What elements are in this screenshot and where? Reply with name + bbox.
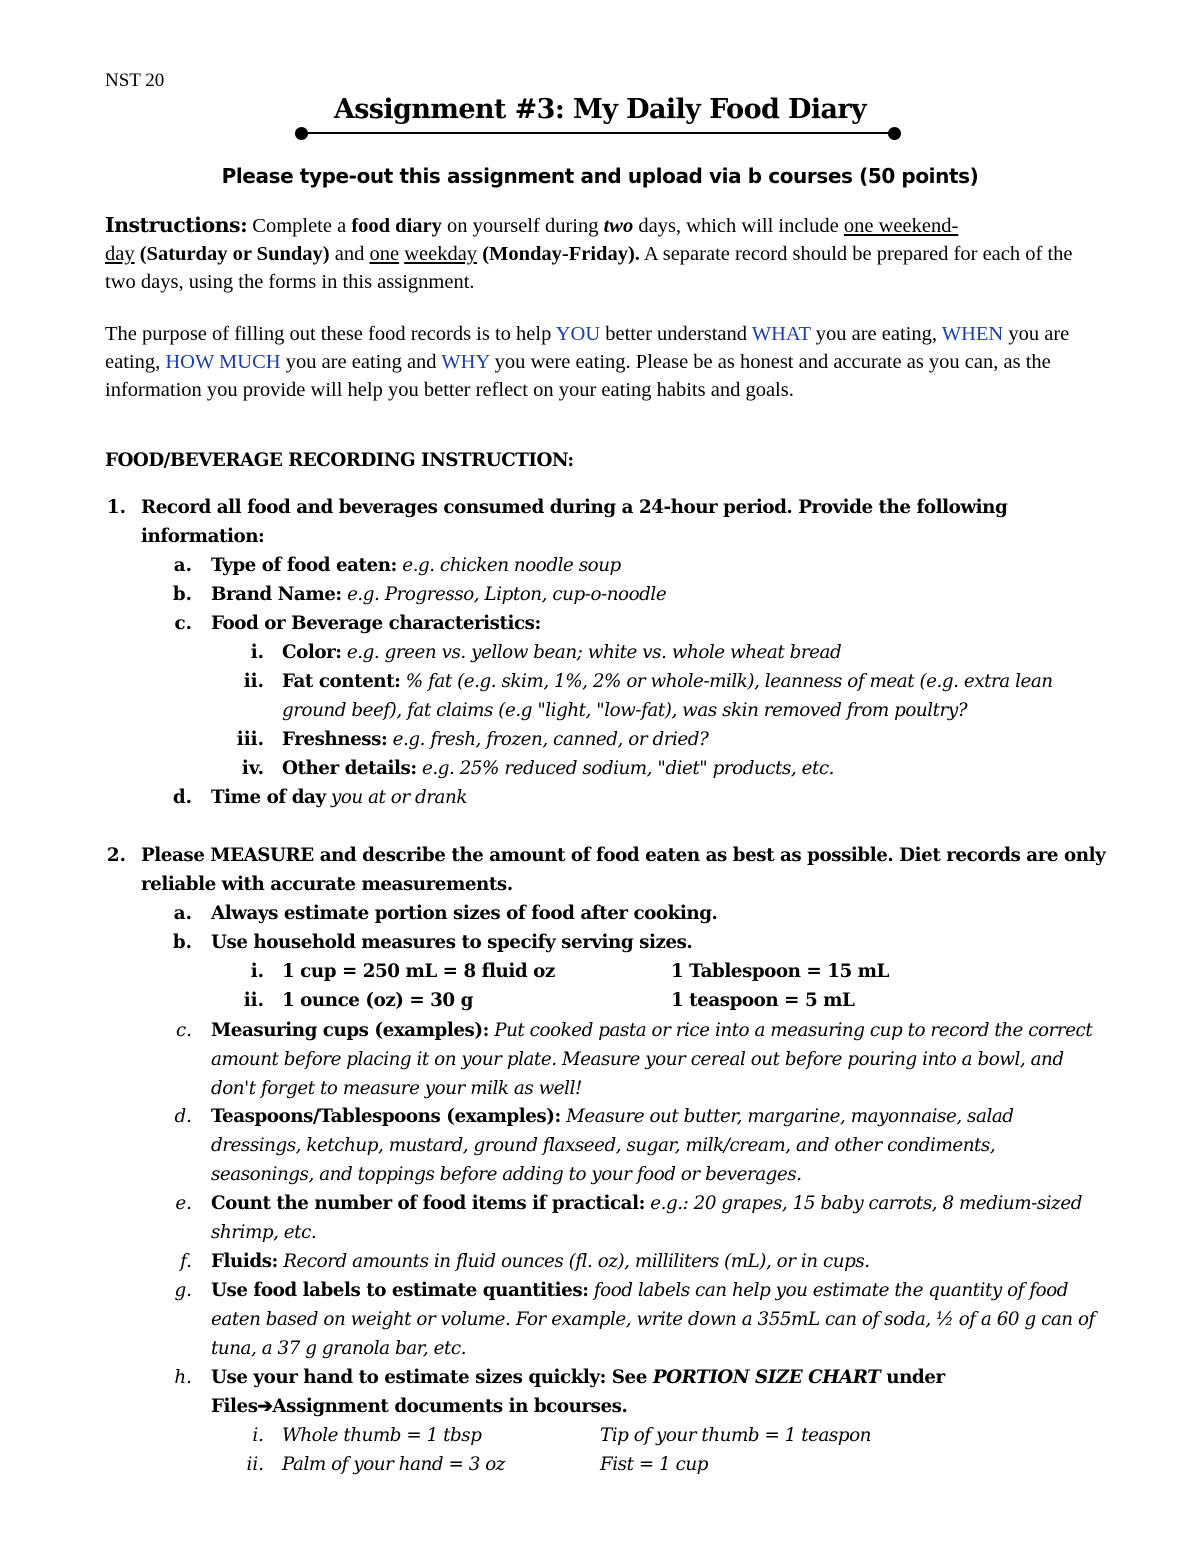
section-heading: FOOD/BEVERAGE RECORDING INSTRUCTION: [105, 450, 574, 471]
item-2d-cont: dressings, ketchup, mustard, ground flaxseed, sugar, milk/cream, and other condiments, [211, 1135, 996, 1156]
item-1-text-cont: information: [141, 526, 265, 547]
item-2-text-cont: reliable with accurate measurements. [141, 874, 513, 895]
item-2b: Use household measures to specify serving sizes. [211, 932, 693, 953]
item-2g-cont2: tuna, a 37 g granola bar, etc. [211, 1338, 467, 1359]
item-2f-marker: f. [180, 1251, 192, 1272]
item-2e-marker: e. [175, 1193, 192, 1214]
item-1b-marker: b. [172, 584, 192, 605]
item-2f: Fluids: Record amounts in fluid ounces (fl. oz), milliliters (mL), or in cups. [211, 1251, 870, 1272]
item-1ci-marker: i. [250, 642, 264, 663]
item-2c-cont2: don't forget to measure your milk as well! [211, 1078, 582, 1099]
item-2bi-left: 1 cup = 250 mL = 8 fluid oz [282, 961, 555, 982]
item-1cii: Fat content: % fat (e.g. skim, 1%, 2% or whole-milk), leanness of meat (e.g. extra lean [282, 671, 1053, 692]
arrow-icon: ➔ [257, 1396, 273, 1417]
item-1ciii: Freshness: e.g. fresh, frozen, canned, or dried? [282, 729, 709, 750]
item-2b-marker: b. [172, 932, 192, 953]
item-1b: Brand Name: e.g. Progresso, Lipton, cup-o-noodle [211, 584, 667, 605]
item-2e-cont: shrimp, etc. [211, 1222, 317, 1243]
item-1c-marker: c. [174, 613, 192, 634]
item-2hii-right: Fist = 1 cup [600, 1454, 708, 1475]
item-2h-cont: Files➔Assignment documents in bcourses. [211, 1396, 628, 1417]
item-1cii-marker: ii. [243, 671, 264, 692]
divider-left-dot [295, 127, 308, 140]
item-1d: Time of day you at or drank [211, 787, 467, 808]
item-2a: Always estimate portion sizes of food after cooking. [211, 903, 718, 924]
item-2g-cont: eaten based on weight or volume. For example, write down a 355mL can of soda, ½ of a 60 g can of [211, 1309, 1095, 1330]
item-2bi-marker: i. [250, 961, 264, 982]
item-2bii-right: 1 teaspoon = 5 mL [671, 990, 855, 1011]
item-1-text: Record all food and beverages consumed during a 24-hour period. Provide the following [141, 497, 1008, 518]
page-subtitle: Please type-out this assignment and upload via b courses (50 points) [221, 164, 979, 188]
item-2d: Teaspoons/Tablespoons (examples): Measure out butter, margarine, mayonnaise, salad [211, 1106, 1014, 1127]
course-code: NST 20 [105, 70, 165, 91]
item-1cii-cont: ground beef), fat claims (e.g "light, "low-fat), was skin removed from poultry? [282, 700, 968, 721]
item-2hii-marker: ii. [246, 1454, 264, 1475]
item-2d-marker: d. [174, 1106, 192, 1127]
item-2hi-marker: i. [252, 1425, 264, 1446]
item-2hi-left: Whole thumb = 1 tbsp [282, 1425, 482, 1446]
item-1a: Type of food eaten: e.g. chicken noodle soup [211, 555, 621, 576]
item-1d-marker: d. [172, 787, 192, 808]
item-2bii-marker: ii. [243, 990, 264, 1011]
item-2c-marker: c. [175, 1020, 192, 1041]
page-title: Assignment #3: My Daily Food Diary [333, 94, 867, 125]
item-2e: Count the number of food items if practical: e.g.: 20 grapes, 15 baby carrots, 8 medium-sized [211, 1193, 1082, 1214]
item-2hii-left: Palm of your hand = 3 oz [282, 1454, 505, 1475]
item-1a-marker: a. [173, 555, 192, 576]
item-2h-marker: h. [174, 1367, 192, 1388]
item-1c: Food or Beverage characteristics: [211, 613, 541, 634]
item-2d-cont2: seasonings, and toppings before adding to your food or beverages. [211, 1164, 802, 1185]
item-2hi-right: Tip of your thumb = 1 teaspon [600, 1425, 871, 1446]
item-1ciii-marker: iii. [236, 729, 264, 750]
item-2-text: Please MEASURE and describe the amount of food eaten as best as possible. Diet records are only [141, 845, 1106, 866]
purpose-paragraph: The purpose of filling out these food records is to help YOU better understand WHAT you are eating, WHEN you are eating, HOW MUCH you are eating and WHY you were eating. Please be as honest and accurate as you can, as the information you provide will help you better reflect on your eating habits and goals. [105, 323, 1070, 401]
divider-right-dot [888, 127, 901, 140]
item-2-number: 2. [106, 845, 126, 866]
item-1civ-marker: iv. [241, 758, 264, 779]
item-2a-marker: a. [173, 903, 192, 924]
item-2c: Measuring cups (examples): Put cooked pasta or rice into a measuring cup to record the correct [211, 1020, 1093, 1041]
item-1-number: 1. [106, 497, 126, 518]
item-2g: Use food labels to estimate quantities: food labels can help you estimate the quantity of food [211, 1280, 1069, 1301]
item-2h: Use your hand to estimate sizes quickly: See PORTION SIZE CHART under [211, 1367, 945, 1388]
item-2bii-left: 1 ounce (oz) = 30 g [282, 990, 473, 1011]
title-divider [302, 132, 894, 134]
instructions-paragraph: Instructions: Complete a food diary on yourself during two days, which will include one weekend- day (Saturday or Sunday) and one weekday (Monday-Friday). A separate record should be prepared for each of the two days, using the forms in this assignment. [105, 213, 1073, 293]
item-1ci: Color: e.g. green vs. yellow bean; white vs. whole wheat bread [282, 642, 842, 663]
item-2c-cont: amount before placing it on your plate. Measure your cereal out before pouring into a bowl, and [211, 1049, 1064, 1070]
item-2g-marker: g. [174, 1280, 192, 1301]
item-1civ: Other details: e.g. 25% reduced sodium, "diet" products, etc. [282, 758, 835, 779]
item-2bi-right: 1 Tablespoon = 15 mL [671, 961, 889, 982]
